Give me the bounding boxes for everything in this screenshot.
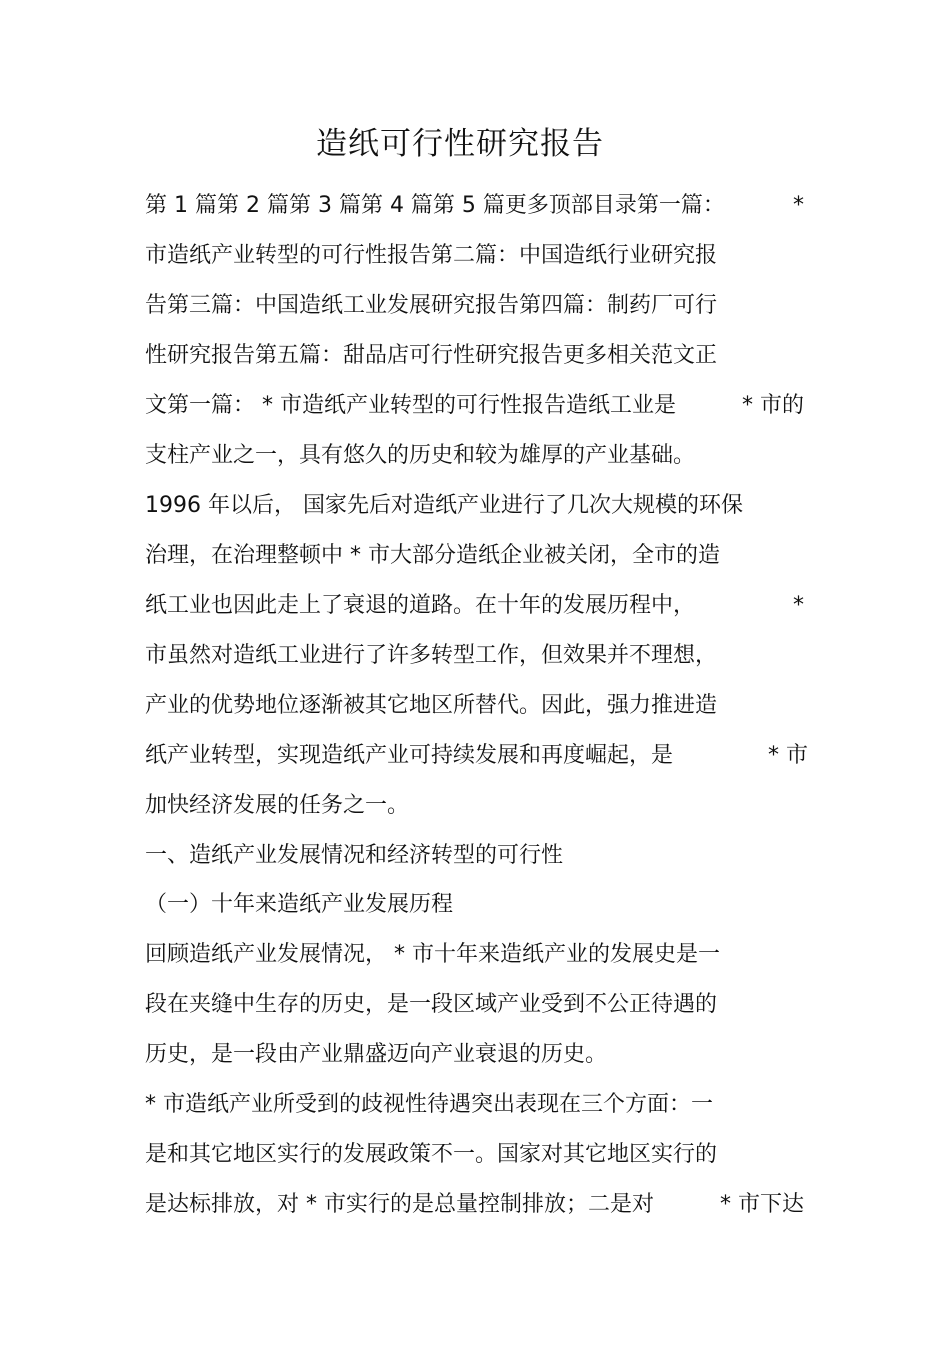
body-line-19-tail: * 市下达 [720,1192,804,1217]
body-line-8: 治理，在治理整顿中 * 市大部分造纸企业被关闭，全市的造 [145,543,720,568]
body-line-10: 市虽然对造纸工业进行了许多转型工作，但效果并不理想， [145,643,718,668]
body-line-16: 历史，是一段由产业鼎盛迈向产业衰退的历史。 [145,1042,608,1067]
body-line-4: 性研究报告第五篇：甜品店可行性研究报告更多相关范文正 [145,343,718,368]
body-line-18: 是和其它地区实行的发展政策不一。国家对其它地区实行的 [145,1142,718,1167]
subsection-heading-1: （一）十年来造纸产业发展历程 [145,892,454,917]
section-heading-1: 一、造纸产业发展情况和经济转型的可行性 [145,843,564,868]
body-line-14: 回顾造纸产业发展情况， * 市十年来造纸产业的发展史是一 [145,942,720,967]
body-line-15: 段在夹缝中生存的历史，是一段区域产业受到不公正待遇的 [145,992,718,1017]
body-line-3: 告第三篇：中国造纸工业发展研究报告第四篇：制药厂可行 [145,293,718,318]
body-line-2: 市造纸产业转型的可行性报告第二篇：中国造纸行业研究报 [145,243,718,268]
body-line-1-tail: * [793,193,804,218]
body-line-11: 产业的优势地位逐渐被其它地区所替代。因此，强力推进造 [145,693,718,718]
body-line-5: 文第一篇： * 市造纸产业转型的可行性报告造纸工业是 [145,393,676,418]
body-line-7: 1996 年以后， 国家先后对造纸产业进行了几次大规模的环保 [145,493,743,518]
body-line-5-tail: * 市的 [742,393,804,418]
body-line-19: 是达标排放，对 * 市实行的是总量控制排放；二是对 [145,1192,654,1217]
body-line-9-tail: * [793,593,804,618]
body-line-1: 第 1 篇第 2 篇第 3 篇第 4 篇第 5 篇更多顶部目录第一篇： [145,193,725,218]
body-line-6: 支柱产业之一，具有悠久的历史和较为雄厚的产业基础。 [145,443,696,468]
body-line-17: * 市造纸产业所受到的歧视性待遇突出表现在三个方面：一 [145,1092,713,1117]
body-line-12-tail: * 市 [768,743,808,768]
document-title: 造纸可行性研究报告 [316,126,604,162]
body-line-12: 纸产业转型，实现造纸产业可持续发展和再度崛起，是 [145,743,674,768]
body-line-13: 加快经济发展的任务之一。 [145,793,410,818]
body-line-9: 纸工业也因此走上了衰退的道路。在十年的发展历程中， [145,593,696,618]
